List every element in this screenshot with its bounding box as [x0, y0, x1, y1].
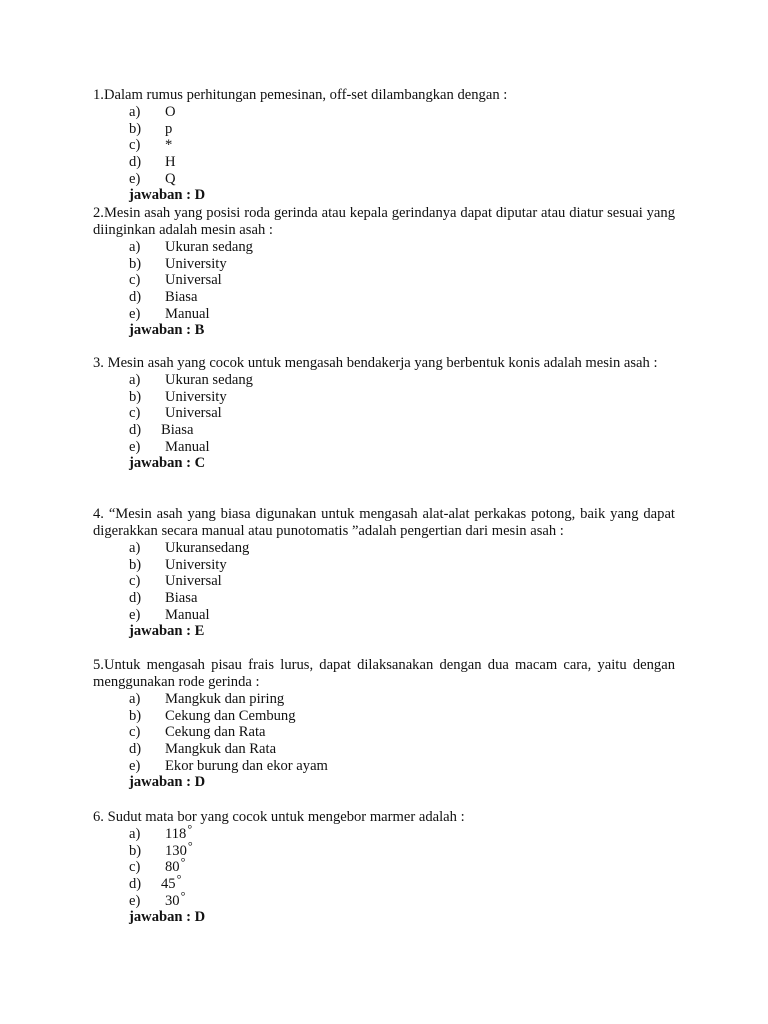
- option-d: d) Biasa: [129, 422, 194, 439]
- option-e: e) Manual: [129, 606, 210, 623]
- answer-key: jawaban : B: [129, 322, 205, 339]
- question-5: [93, 657, 675, 791]
- options-list: [93, 372, 675, 455]
- question-text: 2.Mesin asah yang posisi roda gerinda atau kepala gerindanya dapat diputar atau diatur sesuai yang diinginkan adalah mesin asah :: [93, 205, 675, 238]
- question-text: 3. Mesin asah yang cocok untuk mengasah bendakerja yang berbentuk konis adalah mesin asah :: [93, 355, 658, 371]
- degree-symbol: °: [180, 855, 186, 870]
- degree-symbol: °: [187, 822, 193, 836]
- question-3: [93, 355, 675, 472]
- option-e: e) 30°: [129, 888, 186, 909]
- option-b: b) University: [129, 255, 227, 272]
- option-c: c) Universal: [129, 405, 222, 422]
- option-a: a) Mangkuk dan piring: [129, 691, 285, 707]
- options-list: [93, 540, 675, 623]
- option-a: a) O: [129, 104, 176, 120]
- answer-key: jawaban : D: [129, 909, 206, 926]
- options-list: [93, 822, 675, 909]
- option-d: d) H: [129, 154, 176, 171]
- options-list: [93, 691, 675, 774]
- option-e: e) Manual: [129, 438, 210, 455]
- question-6: [93, 809, 675, 926]
- option-e: e) Ekor burung dan ekor ayam: [129, 757, 328, 774]
- answer-key: jawaban : D: [129, 774, 206, 791]
- answer-key: jawaban : E: [129, 623, 205, 640]
- degree-symbol: °: [187, 838, 193, 853]
- answer-key: jawaban : D: [129, 187, 206, 204]
- option-b: b) 130°: [129, 838, 193, 859]
- option-a: a) Ukuran sedang: [129, 239, 253, 255]
- option-c: c) Universal: [129, 573, 222, 590]
- question-text: 1.Dalam rumus perhitungan pemesinan, off-set dilambangkan dengan :: [93, 87, 508, 103]
- option-a: a) Ukuran sedang: [129, 372, 253, 388]
- option-d: d) 45°: [129, 872, 182, 893]
- question-text: 6. Sudut mata bor yang cocok untuk mengebor marmer adalah :: [93, 809, 465, 825]
- option-b: b) University: [129, 388, 227, 405]
- question-text: 4. “Mesin asah yang biasa digunakan untuk mengasah alat-alat perkakas potong, baik yang dapat digerakkan secara manual atau punotomatis ”adalah pengertian dari mesin asah :: [93, 506, 675, 539]
- option-b: b) Cekung dan Cembung: [129, 707, 296, 724]
- option-c: c) Universal: [129, 272, 222, 289]
- question-text: 5.Untuk mengasah pisau frais lurus, dapat dilaksanakan dengan dua macam cara, yaitu dengan menggunakan rode gerinda :: [93, 657, 675, 690]
- option-c: c) Cekung dan Rata: [129, 724, 266, 741]
- option-d: d) Biasa: [129, 289, 198, 306]
- question-1: [93, 87, 675, 204]
- option-b: b) University: [129, 556, 227, 573]
- question-2: [93, 205, 675, 339]
- question-4: [93, 506, 675, 640]
- options-list: [93, 104, 675, 187]
- degree-symbol: °: [176, 872, 182, 887]
- option-e: e) Manual: [129, 305, 210, 322]
- option-d: d) Mangkuk dan Rata: [129, 741, 277, 758]
- option-c: c) *: [129, 137, 173, 154]
- option-c: c) 80°: [129, 855, 186, 876]
- answer-key: jawaban : C: [129, 455, 206, 472]
- options-list: [93, 239, 675, 322]
- option-d: d) Biasa: [129, 590, 198, 607]
- option-a: a) 118°: [129, 822, 193, 842]
- degree-symbol: °: [180, 888, 186, 903]
- option-e: e) Q: [129, 170, 176, 187]
- option-a: a) Ukuransedang: [129, 540, 250, 556]
- option-b: b) p: [129, 120, 173, 137]
